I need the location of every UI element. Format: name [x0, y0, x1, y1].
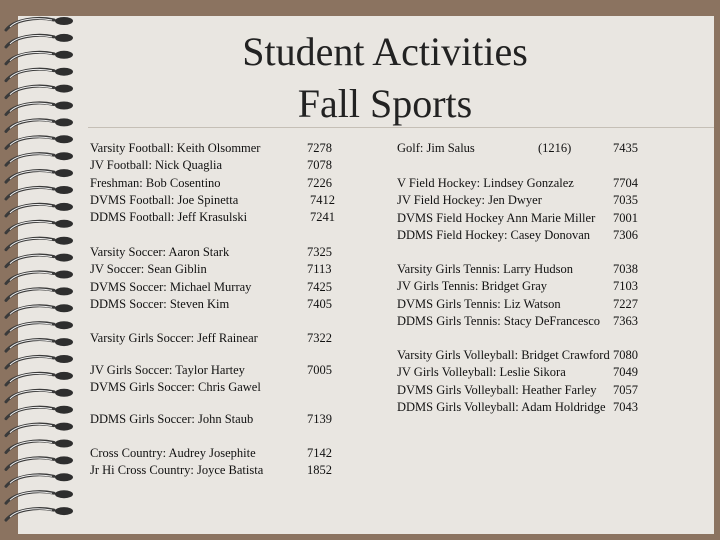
- spiral-hole-icon: [55, 220, 73, 228]
- list-item: Golf: Jim Salus: [397, 141, 475, 155]
- extension: 1852: [307, 463, 332, 478]
- spiral-hole-icon: [55, 456, 73, 464]
- extension: 7078: [307, 158, 332, 173]
- football-extensions: [307, 140, 335, 226]
- list-item: DDMS Girls Soccer: John Staub: [90, 412, 254, 426]
- spiral-hole-icon: [55, 355, 73, 363]
- spiral-hole-icon: [55, 507, 73, 515]
- spiral-binding-icon: [0, 0, 90, 540]
- spiral-hole-icon: [55, 389, 73, 397]
- volleyball-names: [397, 347, 610, 416]
- title-divider: [88, 127, 714, 128]
- extension: 7227: [613, 296, 638, 311]
- spiral-hole-icon: [55, 473, 73, 481]
- list-item: Varsity Girls Tennis: Larry Hudson: [397, 262, 573, 276]
- golf-note: [538, 140, 571, 157]
- spiral-hole-icon: [55, 490, 73, 498]
- spiral-hole-icon: [55, 152, 73, 160]
- field-hockey-names: [397, 175, 595, 244]
- extension: 7425: [307, 279, 332, 294]
- spiral-hole-icon: [55, 372, 73, 380]
- list-item: JV Football: Nick Quaglia: [90, 158, 223, 173]
- tennis-extensions: [613, 261, 638, 330]
- extension: 7322: [307, 331, 332, 345]
- spiral-hole-icon: [55, 271, 73, 279]
- spiral-hole-icon: [55, 135, 73, 143]
- cross-country-names: [90, 445, 263, 480]
- extension: 7057: [613, 382, 638, 397]
- spiral-hole-icon: [55, 186, 73, 194]
- page-title: [150, 26, 620, 130]
- list-item: DVMS Girls Volleyball: Heather Farley: [397, 382, 597, 397]
- list-item: DVMS Field Hockey Ann Marie Miller: [397, 210, 596, 225]
- volleyball-extensions: [613, 347, 638, 416]
- spiral-hole-icon: [55, 423, 73, 431]
- spiral-hole-icon: [55, 102, 73, 110]
- extension: 7005: [307, 363, 332, 377]
- list-item: JV Soccer: Sean Giblin: [90, 262, 207, 277]
- girls-soccer-varsity-extension: [307, 330, 332, 347]
- list-item: JV Girls Tennis: Bridget Gray: [397, 279, 548, 294]
- title-line-1: Student Activities: [242, 29, 528, 74]
- soccer-names: [90, 244, 251, 313]
- list-item: DDMS Football: Jeff Krasulski: [90, 210, 248, 225]
- extension: 7325: [307, 245, 332, 259]
- list-item: DDMS Soccer: Steven Kim: [90, 296, 230, 311]
- girls-soccer-ddms: [90, 411, 253, 428]
- extension: 7306: [613, 227, 638, 242]
- extension: 7113: [307, 262, 332, 277]
- extension: 7412: [310, 192, 335, 207]
- extension: 7043: [613, 399, 638, 414]
- spiral-hole-icon: [55, 85, 73, 93]
- extension: 7049: [613, 365, 638, 380]
- extension: 7103: [613, 279, 638, 294]
- list-item: Varsity Girls Volleyball: Bridget Crawford: [397, 348, 610, 362]
- spiral-hole-icon: [55, 304, 73, 312]
- spiral-hole-icon: [55, 51, 73, 59]
- spiral-hole-icon: [55, 17, 73, 25]
- girls-soccer-jv: [90, 362, 261, 397]
- spiral-hole-icon: [55, 254, 73, 262]
- spiral-hole-icon: [55, 406, 73, 414]
- extension: 7405: [307, 296, 332, 311]
- tennis-names: [397, 261, 600, 330]
- girls-soccer-varsity: [90, 330, 258, 347]
- list-item: Varsity Girls Soccer: Jeff Rainear: [90, 331, 258, 345]
- list-item: DVMS Football: Joe Spinetta: [90, 192, 239, 207]
- extension: 7278: [307, 141, 332, 155]
- extension: 7038: [613, 262, 638, 276]
- spiral-hole-icon: [55, 287, 73, 295]
- list-item: DDMS Girls Tennis: Stacy DeFrancesco: [397, 313, 601, 328]
- golf-extension: [613, 140, 638, 157]
- spiral-hole-icon: [55, 440, 73, 448]
- list-item: DVMS Girls Soccer: Chris Gawel: [90, 380, 261, 395]
- extension: 7363: [613, 313, 638, 328]
- list-item: JV Girls Volleyball: Leslie Sikora: [397, 365, 566, 380]
- golf-name: [397, 140, 475, 157]
- extension: 7241: [310, 210, 335, 225]
- list-item: Varsity Soccer: Aaron Stark: [90, 245, 230, 259]
- list-item: Cross Country: Audrey Josephite: [90, 446, 256, 460]
- extension: 7435: [613, 141, 638, 155]
- spiral-hole-icon: [55, 34, 73, 42]
- extension: 7704: [613, 176, 638, 190]
- list-item: V Field Hockey: Lindsey Gonzalez: [397, 176, 574, 190]
- list-item: Jr Hi Cross Country: Joyce Batista: [90, 463, 264, 478]
- list-item: DDMS Field Hockey: Casey Donovan: [397, 227, 591, 242]
- extension: 7142: [307, 446, 332, 460]
- girls-soccer-ddms-extension: [307, 411, 332, 428]
- spiral-hole-icon: [55, 68, 73, 76]
- spiral-hole-icon: [55, 118, 73, 126]
- list-item: DDMS Girls Volleyball: Adam Holdridge: [397, 399, 606, 414]
- extension: 7139: [307, 412, 332, 426]
- spiral-hole-icon: [55, 237, 73, 245]
- soccer-extensions: [307, 244, 332, 313]
- field-hockey-extensions: [613, 175, 638, 244]
- spiral-hole-icon: [55, 338, 73, 346]
- extension: 7226: [307, 175, 332, 190]
- extension: 7001: [613, 210, 638, 225]
- list-item: JV Field Hockey: Jen Dwyer: [397, 193, 542, 208]
- cross-country-extensions: [307, 445, 332, 480]
- list-item: DVMS Soccer: Michael Murray: [90, 279, 252, 294]
- spiral-hole-icon: [55, 203, 73, 211]
- girls-soccer-jv-extension: [307, 362, 332, 379]
- list-item: JV Girls Soccer: Taylor Hartey: [90, 363, 245, 377]
- extension: 7080: [613, 348, 638, 362]
- list-item: Varsity Football: Keith Olsommer: [90, 141, 261, 155]
- title-line-2: Fall Sports: [297, 81, 473, 126]
- extension: 7035: [613, 193, 638, 208]
- phone-note: (1216): [538, 141, 572, 155]
- list-item: Freshman: Bob Cosentino: [90, 175, 221, 190]
- spiral-hole-icon: [55, 321, 73, 329]
- football-names: [90, 140, 260, 226]
- list-item: DVMS Girls Tennis: Liz Watson: [397, 296, 561, 311]
- spiral-hole-icon: [55, 169, 73, 177]
